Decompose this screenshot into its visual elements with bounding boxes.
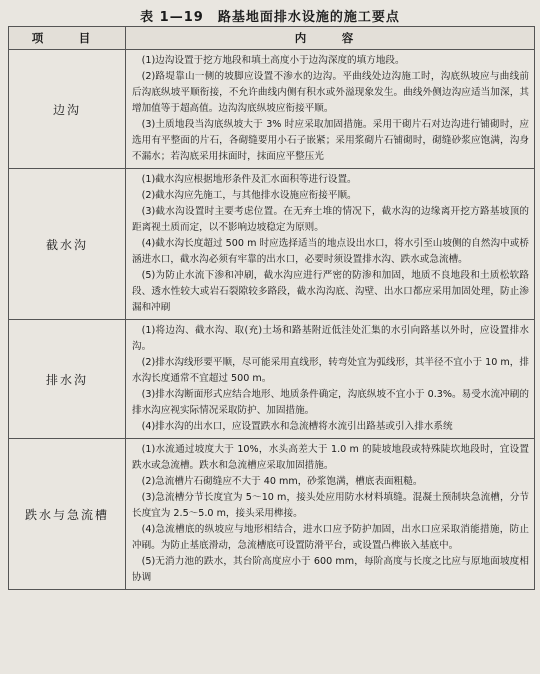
table-body xyxy=(9,50,535,590)
row-category: 跌水与急流槽 xyxy=(9,439,126,590)
construction-points-table xyxy=(8,26,535,590)
table-title: 表 1—19 路基地面排水设施的施工要点 xyxy=(140,10,400,25)
content-paragraph: (3)土质地段当沟底纵坡大于 3% 时应采取加固措施。采用干砌片石对边沟进行铺砌时，应选用有平整面的片石，各砌缝要用小石子嵌紧；采用浆砌片石铺砌时，砌缝砂浆应饱满，沟身不漏水；若沟底采用抹面时，抹面应平整压光 xyxy=(132,119,529,162)
content-paragraph: (1)边沟设置于挖方地段和填土高度小于边沟深度的填方地段。 xyxy=(141,55,405,66)
content-paragraph: (3)截水沟设置时主要考虑位置。在无弃土堆的情况下，截水沟的边缘离开挖方路基坡顶的距离视土质而定，以不影响边坡稳定为原则。 xyxy=(132,206,529,233)
header-content: 内 容 xyxy=(126,27,535,50)
content-paragraph: (3)急流槽分节长度宜为 5～10 m，接头处应用防水材料填缝。混凝土预制块急流槽，分节长度宜为 2.5～5.0 m，接头采用榫接。 xyxy=(132,492,529,519)
table-row xyxy=(9,50,535,169)
table-header-row xyxy=(9,27,535,50)
content-paragraph: (1)将边沟、截水沟、取(充)土场和路基附近低洼处汇集的水引向路基以外时，应设置排水沟。 xyxy=(132,325,529,352)
content-paragraph: (5)为防止水流下渗和冲刷，截水沟应进行严密的防渗和加固，地质不良地段和土质松软路段、透水性较大或岩石裂隙较多路段，截水沟沟底、沟壁、出水口都应采用加固处理，防止渗漏和冲刷 xyxy=(132,270,529,313)
row-content xyxy=(126,320,535,439)
content-paragraph: (3)排水沟断面形式应结合地形、地质条件确定，沟底纵坡不宜小于 0.3%。易受水流冲刷的排水沟应视实际情况采取防护、加固措施。 xyxy=(132,389,529,416)
content-paragraph: (1)水流通过坡度大于 10%，水头高差大于 1.0 m 的陡坡地段或特殊陡坎地段时，宜设置跌水或急流槽。跌水和急流槽应采取加固措施。 xyxy=(132,444,529,471)
table-row xyxy=(9,439,535,590)
content-paragraph: (4)急流槽底的纵坡应与地形相结合，进水口应予防护加固，出水口应采取消能措施，防止冲刷。为防止基底滑动，急流槽底可设置防滑平台，或设置凸榫嵌入基底中。 xyxy=(132,524,529,551)
row-category: 截水沟 xyxy=(9,169,126,320)
table-row xyxy=(9,169,535,320)
content-paragraph: (4)截水沟长度超过 500 m 时应选择适当的地点设出水口，将水引至山坡侧的自然沟中或桥涵进水口，截水沟必须有牢靠的出水口，必要时须设置排水沟、跌水或急流槽。 xyxy=(132,238,529,265)
content-paragraph: (4)排水沟的出水口，应设置跌水和急流槽将水流引出路基或引入排水系统 xyxy=(141,421,453,432)
row-category: 边沟 xyxy=(9,50,126,169)
row-content xyxy=(126,169,535,320)
row-content xyxy=(126,50,535,169)
row-category: 排水沟 xyxy=(9,320,126,439)
table-row xyxy=(9,320,535,439)
content-paragraph: (2)截水沟应先施工，与其他排水设施应衔接平顺。 xyxy=(141,190,357,201)
content-paragraph: (1)截水沟应根据地形条件及汇水面积等进行设置。 xyxy=(141,174,357,185)
content-paragraph: (2)路堤靠山一侧的坡脚应设置不渗水的边沟。平曲线处边沟施工时，沟底纵坡应与曲线前后沟底纵坡平顺衔接，不允许曲线内侧有积水或外溢现象发生。曲线外侧边沟应适当加深，其增加值等于超高值。边沟沟底纵坡应衔接平顺。 xyxy=(132,71,529,114)
content-paragraph: (2)急流槽片石砌缝应不大于 40 mm，砂浆饱满，槽底表面粗糙。 xyxy=(141,476,423,487)
content-paragraph: (5)无消力池的跌水，其台阶高度应小于 600 mm，每阶高度与长度之比应与原地面坡度相协调 xyxy=(132,556,529,583)
content-paragraph: (2)排水沟线形要平顺，尽可能采用直线形，转弯处宜为弧线形，其半径不宜小于 10 m，排水沟长度通常不宜超过 500 m。 xyxy=(132,357,529,384)
row-content xyxy=(126,439,535,590)
header-item: 项 目 xyxy=(9,27,126,50)
